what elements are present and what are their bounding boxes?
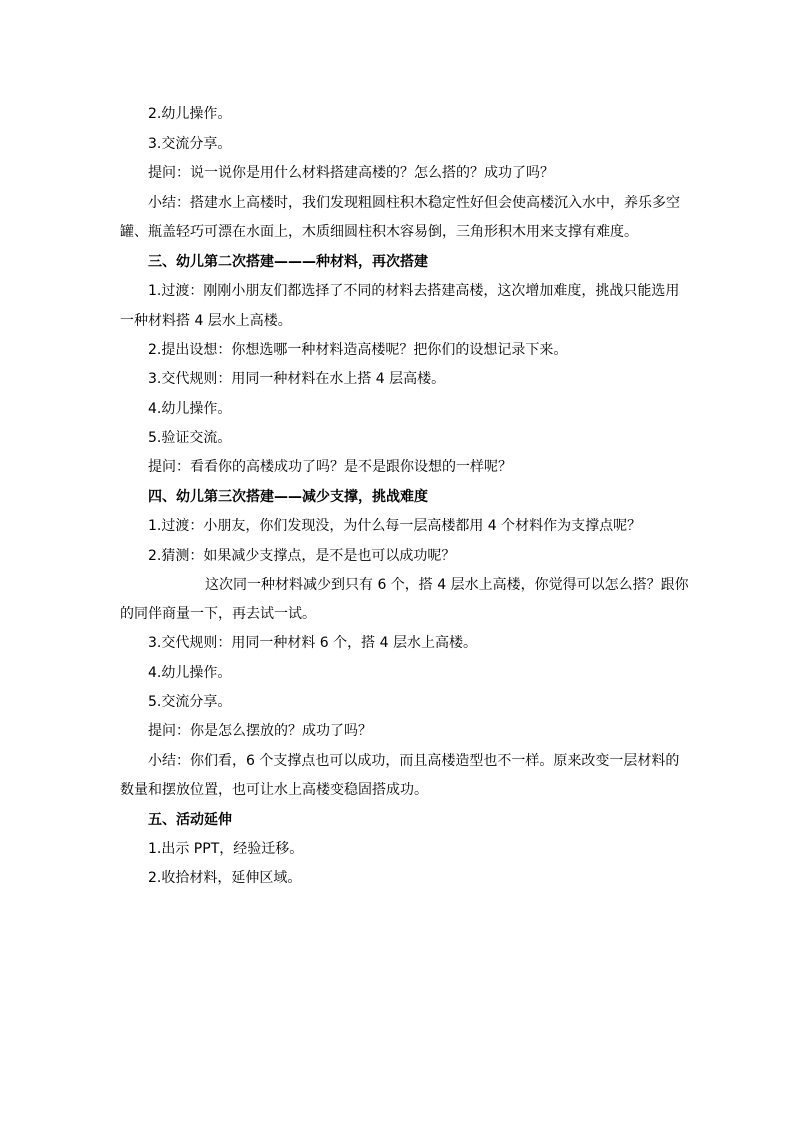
paragraph-line: 3.交代规则：用同一种材料 6 个，搭 4 层水上高楼。: [148, 635, 477, 651]
paragraph-line: 1.出示 PPT，经验迁移。: [148, 841, 304, 857]
paragraph-line: 小结：你们看，6 个支撑点也可以成功，而且高楼造型也不一样。原来改变一层材料的: [148, 753, 680, 769]
paragraph-line: 2.提出设想：你想选哪一种材料造高楼呢？把你们的设想记录下来。: [148, 342, 568, 358]
section-heading: 四、幼儿第三次搭建——减少支撑，挑战难度: [148, 489, 428, 505]
paragraph-line: 数量和摆放位置，也可让水上高楼变稳固搭成功。: [120, 782, 428, 798]
paragraph-line: 提问：看看你的高楼成功了吗？是不是跟你设想的一样呢？: [148, 459, 512, 475]
paragraph-line: 4.幼儿操作。: [148, 665, 232, 681]
paragraph-line: 的同伴商量一下，再去试一试。: [120, 606, 316, 622]
paragraph-line: 一种材料搭 4 层水上高楼。: [120, 313, 292, 329]
paragraph-line: 提问：你是怎么摆放的？成功了吗？: [148, 723, 372, 739]
paragraph-line: 2.收拾材料，延伸区域。: [148, 870, 302, 886]
paragraph-line: 4.幼儿操作。: [148, 401, 232, 417]
paragraph-line: 5.验证交流。: [148, 430, 232, 446]
paragraph-line: 2.猜测：如果减少支撑点，是不是也可以成功呢？: [148, 548, 456, 564]
section-heading: 三、幼儿第二次搭建———种材料，再次搭建: [148, 254, 428, 270]
paragraph-line: 小结：搭建水上高楼时，我们发现粗圆柱积木稳定性好但会使高楼沉入水中，养乐多空: [148, 195, 680, 211]
paragraph-line: 3.交代规则：用同一种材料在水上搭 4 层高楼。: [148, 371, 446, 387]
paragraph-line: 这次同一种材料减少到只有 6 个，搭 4 层水上高楼，你觉得可以怎么搭？跟你: [205, 577, 689, 593]
paragraph-line: 提问：说一说你是用什么材料搭建高楼的？怎么搭的？成功了吗？: [148, 165, 554, 181]
section-heading: 五、活动延伸: [148, 812, 232, 828]
paragraph-line: 2.幼儿操作。: [148, 106, 232, 122]
paragraph-line: 3.交流分享。: [148, 136, 232, 152]
paragraph-line: 1.过渡：小朋友，你们发现没，为什么每一层高楼都用 4 个材料作为支撑点呢？: [148, 518, 642, 534]
paragraph-line: 5.交流分享。: [148, 694, 232, 710]
paragraph-line: 罐、瓶盖轻巧可漂在水面上，木质细圆柱积木容易倒，三角形积木用来支撑有难度。: [120, 224, 638, 240]
paragraph-line: 1.过渡：刚刚小朋友们都选择了不同的材料去搭建高楼，这次增加难度，挑战只能选用: [148, 283, 680, 299]
